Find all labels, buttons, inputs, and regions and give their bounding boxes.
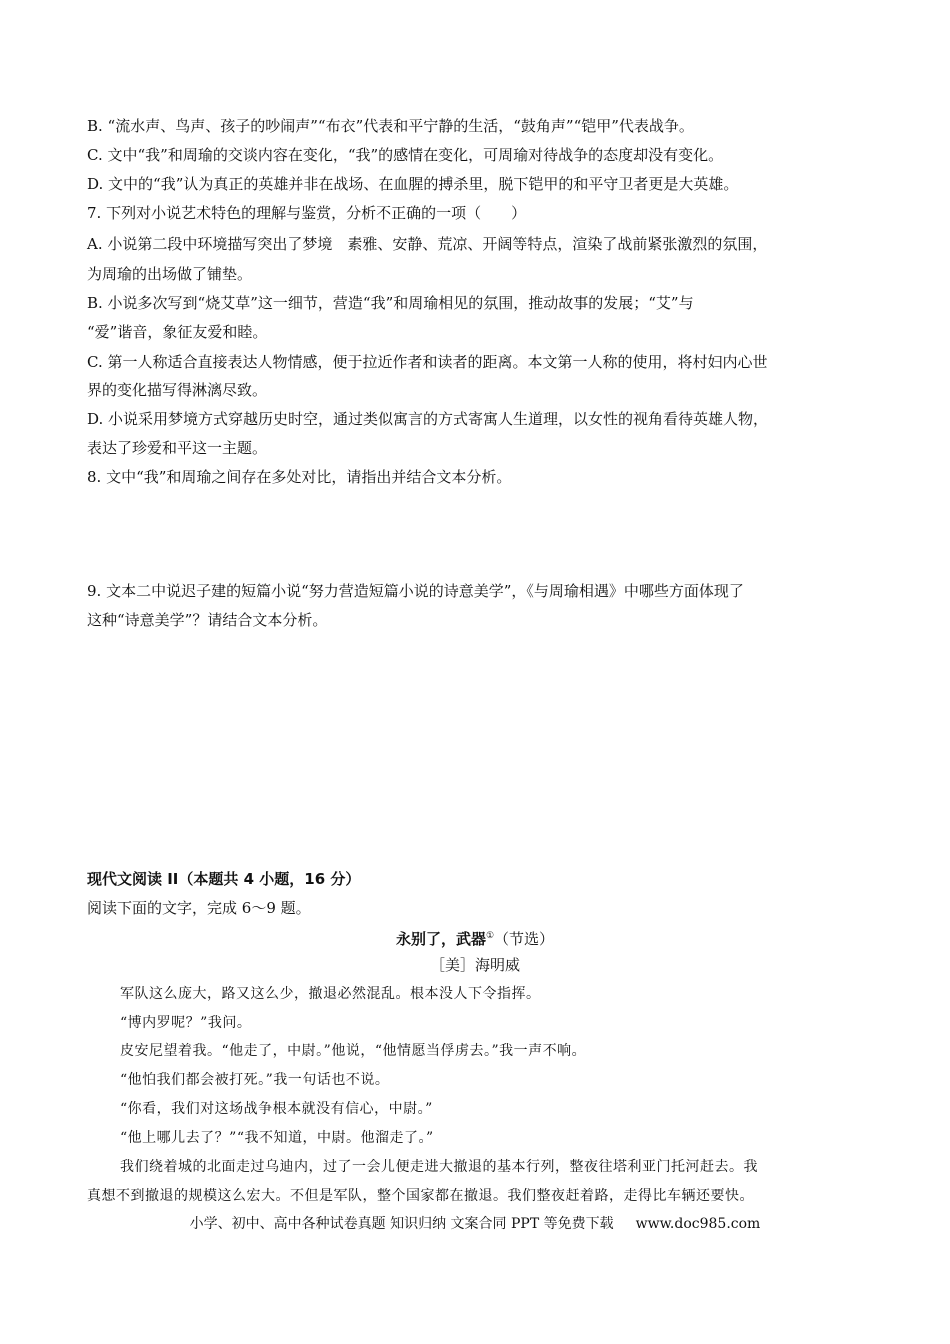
reading-instruction: 阅读下面的文字，完成 6～9 题。 — [87, 899, 311, 917]
story-title — [0, 926, 950, 949]
q6-option-d: D. 文中的“我”认为真正的英雄并非在战场、在血腥的搏杀里，脱下铠甲的和平守卫者更是大英雄。 — [87, 175, 739, 193]
story-title-suffix: （节选） — [494, 930, 555, 948]
story-paragraph: “他上哪儿去了？”“我不知道，中尉。他溜走了。” — [120, 1130, 434, 1146]
story-paragraph: 皮安尼望着我。“他走了，中尉。”他说，“他情愿当俘虏去。”我一声不响。 — [120, 1043, 587, 1059]
q7-option-c: C. 第一人称适合直接表达人物情感，便于拉近作者和读者的距离。本文第一人称的使用，将村妇内心世 — [87, 353, 768, 371]
section-heading: 现代文阅读 II（本题共 4 小题，16 分） — [87, 870, 361, 888]
story-paragraph: “他怕我们都会被打死。”我一句话也不说。 — [120, 1072, 390, 1088]
story-paragraph: “博内罗呢？”我问。 — [120, 1015, 252, 1031]
q7-option-a-cont: 为周瑜的出场做了铺垫。 — [87, 265, 253, 283]
q6-option-b: B. “流水声、鸟声、孩子的吵闹声”“布衣”代表和平宁静的生活，“鼓角声”“铠甲”代表战争。 — [87, 117, 694, 135]
q7-option-d-cont: 表达了珍爱和平这一主题。 — [87, 439, 268, 457]
story-paragraph: “你看，我们对这场战争根本就没有信心，中尉。” — [120, 1101, 433, 1117]
question-8: 8. 文中“我”和周瑜之间存在多处对比，请指出并结合文本分析。 — [87, 468, 512, 486]
q7-option-d: D. 小说采用梦境方式穿越历史时空，通过类似寓言的方式寄寓人生道理，以女性的视角看待英雄人物， — [87, 410, 769, 428]
footer-text: 小学、初中、高中各种试卷真题 知识归纳 文案合同 PPT 等免费下载 — [189, 1216, 614, 1232]
q7-option-c-cont: 界的变化描写得淋漓尽致。 — [87, 381, 268, 399]
page-footer — [0, 1214, 950, 1234]
story-paragraph: 我们绕着城的北面走过乌迪内，过了一会儿便走进大撤退的基本行列，整夜往塔利亚门托河赶去。我 — [120, 1159, 758, 1175]
q9-line-1: 9. 文本二中说迟子建的短篇小说“努力营造短篇小说的诗意美学”，《与周瑜相遇》中哪些方面体现了 — [87, 582, 744, 600]
q7-option-b-cont: “爱”谐音，象征友爱和睦。 — [87, 323, 268, 341]
story-author: ［美］海明威 — [429, 956, 520, 974]
story-paragraph: 军队这么庞大，路又这么少，撤退必然混乱。根本没人下令指挥。 — [120, 986, 541, 1002]
footer-url: www.doc985.com — [635, 1216, 761, 1232]
q6-option-c: C. 文中“我”和周瑜的交谈内容在变化，“我”的感情在变化，可周瑜对待战争的态度却没有变化。 — [87, 146, 724, 164]
q7-stem: 7. 下列对小说艺术特色的理解与鉴赏，分析不正确的一项（ ） — [87, 204, 527, 222]
story-paragraph-cont: 真想不到撤退的规模这么宏大。不但是军队，整个国家都在撤退。我们整夜赶着路，走得比车辆还要快。 — [87, 1188, 754, 1204]
q7-option-a: A. 小说第二段中环境描写突出了梦境 素雅、安静、荒凉、开阔等特点，渲染了战前紧张激烈的氛围， — [87, 235, 768, 253]
q7-option-b: B. 小说多次写到“烧艾草”这一细节，营造“我”和周瑜相见的氛围，推动故事的发展；“艾”与 — [87, 294, 694, 312]
story-title-text: 永别了，武器 — [395, 930, 486, 948]
q9-line-2: 这种“诗意美学”？请结合文本分析。 — [87, 611, 328, 629]
story-title-footnote-mark: ① — [485, 931, 495, 941]
